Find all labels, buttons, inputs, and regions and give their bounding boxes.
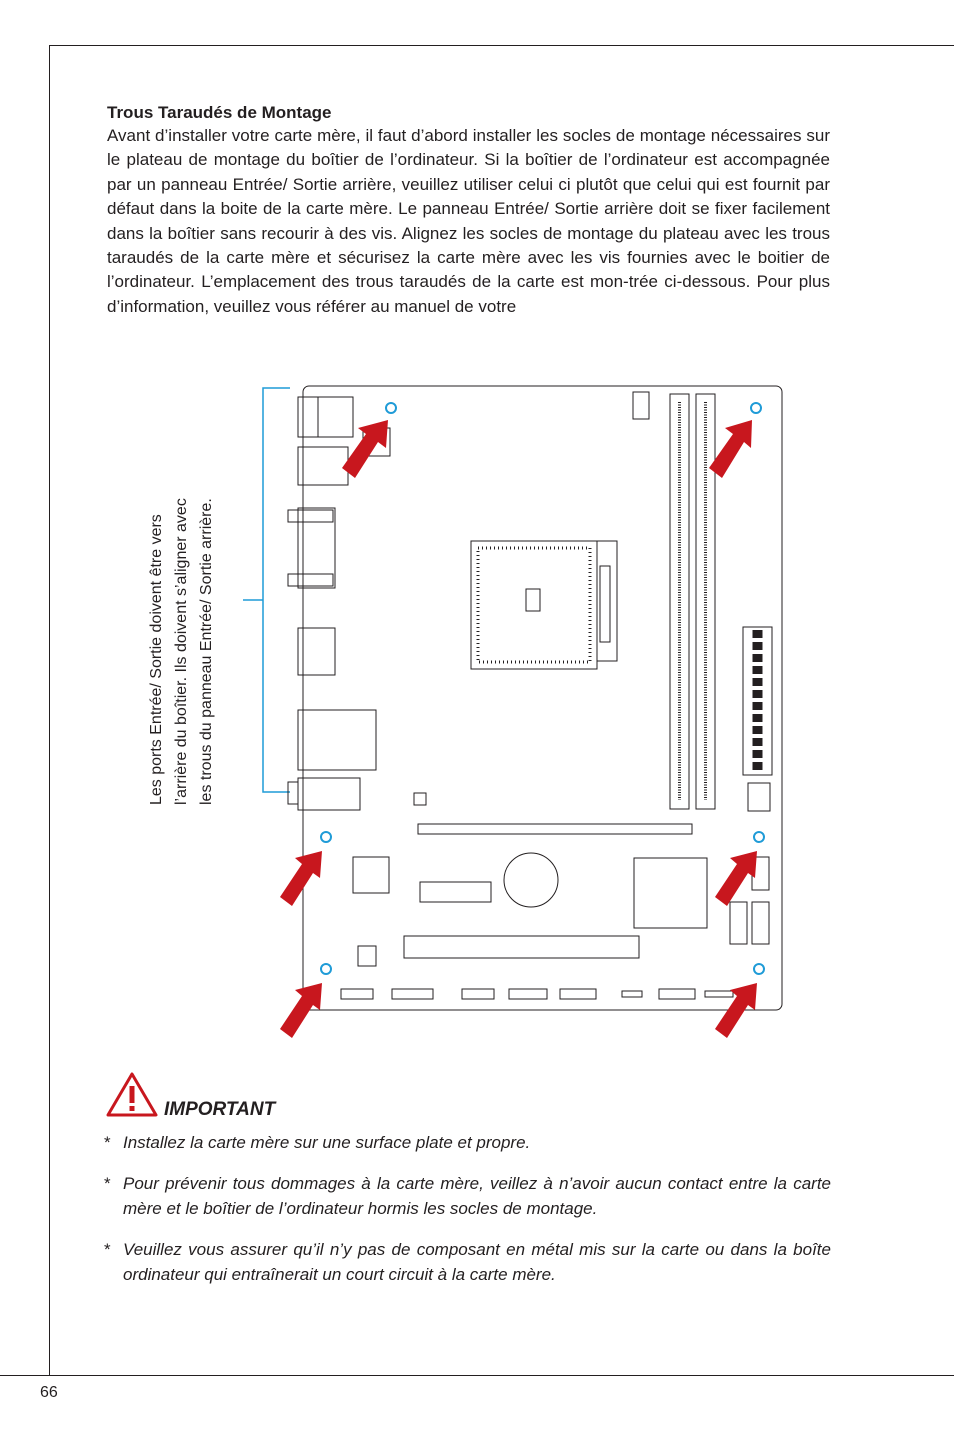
chips bbox=[353, 793, 707, 966]
io-bracket-line bbox=[263, 388, 290, 792]
note-item: * Veuillez vous assurer qu’il n’y pas de composant en métal mis sur la carte ou dans la boîte ordinateur qui entraînerait un court circuit à la carte mère. bbox=[104, 1237, 831, 1287]
warning-triangle-icon bbox=[106, 1072, 158, 1123]
important-label: IMPORTANT bbox=[164, 1099, 276, 1120]
note-line-3: les trous du panneau Entrée/ Sortie arrière. bbox=[198, 498, 215, 805]
io-ports-note bbox=[142, 400, 222, 810]
bullet: * bbox=[104, 1240, 111, 1259]
important-notes bbox=[104, 1130, 831, 1303]
note-item: * Pour prévenir tous dommages à la carte mère, veillez à n’avoir aucun contact entre la carte mère et le boîtier de l’ordinateur hormis les socles de montage. bbox=[104, 1171, 831, 1221]
mounting-holes bbox=[321, 403, 764, 974]
dimm-slots bbox=[670, 394, 715, 809]
expansion-slots bbox=[404, 824, 692, 958]
board-outline bbox=[303, 386, 782, 1010]
bottom-headers bbox=[341, 989, 733, 999]
bullet: * bbox=[104, 1174, 111, 1193]
note-line-2: l’arrière du boîtier. Ils doivent s’aligner avec bbox=[173, 498, 190, 805]
bullet: * bbox=[104, 1133, 111, 1152]
io-ports-note-text bbox=[142, 400, 222, 810]
atx-power bbox=[743, 627, 772, 811]
pointer-arrows bbox=[280, 420, 757, 1038]
note-line-1: Les ports Entrée/ Sortie doivent être vers bbox=[148, 514, 165, 805]
section-body: Avant d’installer votre carte mère, il faut d’abord installer les socles de montage nécessaires sur le plateau de montage du boîtier de l’ordinateur. Si la boîtier de l’ordinateur est accompagnée par un panneau Entrée/ Sortie arrière, veuillez utiliser celui ci plutôt que celui qui est fournit par défaut dans la boite de la carte mère. Le panneau Entrée/ Sortie arrière doit se fixer facilement dans la boîtier sans recourir à des vis. Alignez les socles de montage du plateau avec les trous taraudés de la carte mère et sécurisez la carte mère avec les vis fournies avec le boitier de l’ordinateur. L’emplacement des trous taraudés de la carte est mon-trée ci-dessous. Pour plus d’information, veuillez vous référer au manuel de votre bbox=[107, 126, 830, 316]
section-title: Trous Taraudés de Montage bbox=[107, 103, 332, 122]
page-number: 66 bbox=[40, 1384, 58, 1401]
cpu-socket bbox=[471, 541, 617, 669]
note-item: * Installez la carte mère sur une surface plate et propre. bbox=[104, 1130, 831, 1155]
